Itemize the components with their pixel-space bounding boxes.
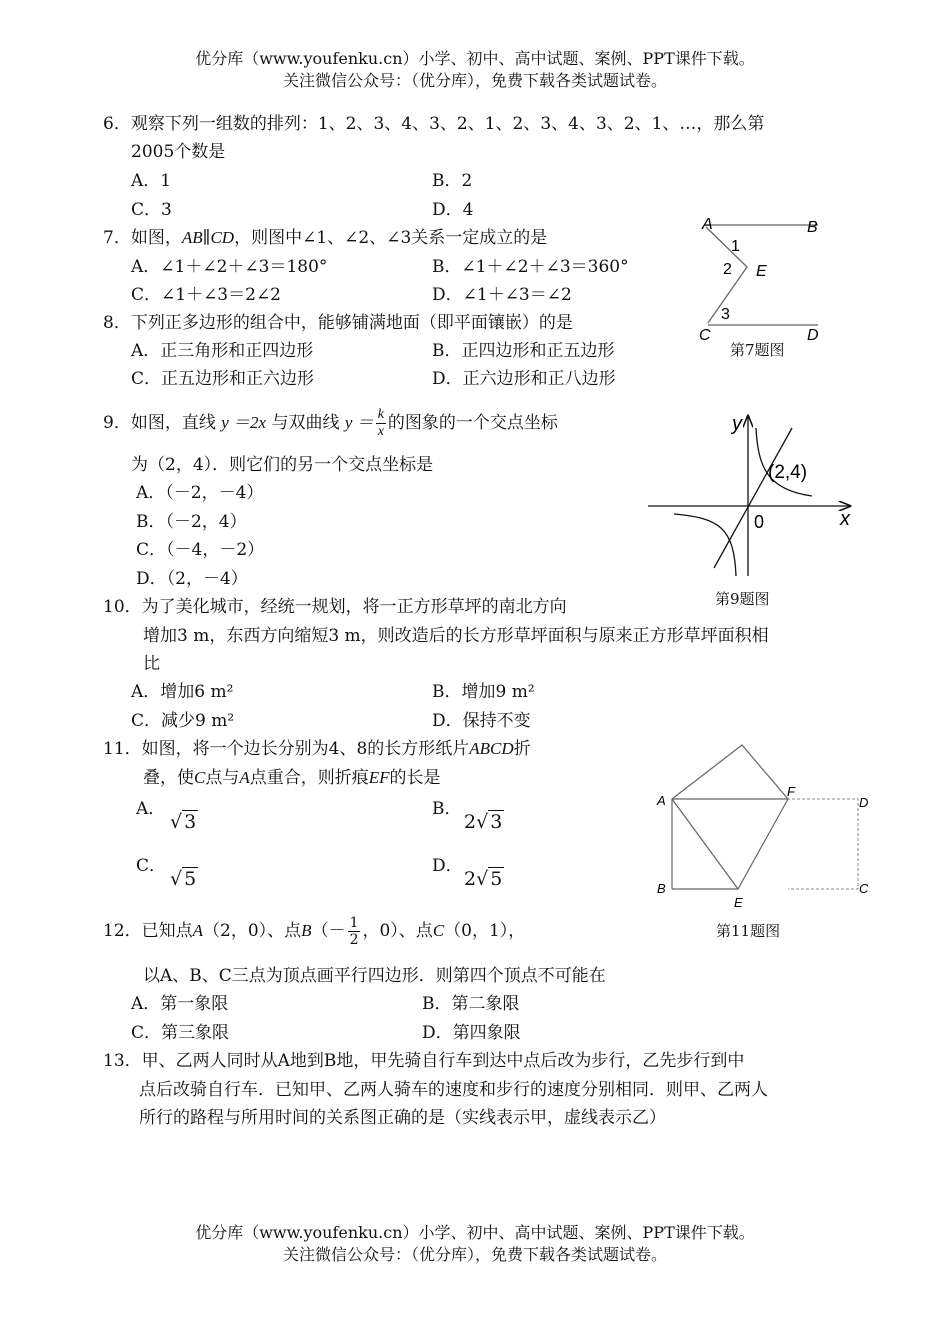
q7-option-b: B．∠1＋∠2＋∠3＝360° bbox=[432, 257, 629, 277]
q13-stem-1: 13．甲、乙两人同时从A地到B地，甲先骑自行车到达中点后改为步行，乙先步行到中 bbox=[103, 1051, 745, 1071]
q7-figure bbox=[690, 210, 840, 360]
q12-stem-2: 以A、B、C三点为顶点画平行四边形．则第四个顶点不可能在 bbox=[143, 966, 606, 986]
q9-option-d: D．（2，－4） bbox=[136, 569, 248, 589]
q11-option-a-value: √ 3 bbox=[170, 811, 197, 833]
q13-stem-2: 点后改骑自行车．已知甲、乙两人骑车的速度和步行的速度分别相同．则甲、乙两人 bbox=[139, 1080, 768, 1100]
q10-stem-3: 比 bbox=[143, 654, 160, 674]
q11-label-F: F bbox=[787, 784, 795, 799]
q7-option-d: D．∠1＋∠3＝∠2 bbox=[432, 285, 572, 305]
q7-option-c: C．∠1＋∠3＝2∠2 bbox=[131, 285, 282, 305]
q10-stem-1: 10．为了美化城市，经统一规划，将一正方形草坪的南北方向 bbox=[103, 597, 567, 617]
q11-label-B: B bbox=[657, 881, 666, 896]
q11-option-a-label: A． bbox=[136, 799, 166, 819]
q9-stem: 9．如图，直线 y ＝2x 与双曲线 y ＝ $\frac{k}{x}$ 的图象的一个交点坐标 bbox=[103, 407, 558, 439]
q12-stem: 12．已知点A（2，0）、点B（－ $\frac{1}{2}$ ，0）、点C（0，1）， bbox=[103, 915, 526, 948]
q7-label-A: A bbox=[702, 216, 713, 233]
q12-option-c: C．第三象限 bbox=[131, 1023, 230, 1043]
q9-stem-2: 为（2，4）．则它们的另一个交点坐标是 bbox=[131, 455, 434, 475]
q6-option-a: A．1 bbox=[131, 171, 172, 191]
q10-option-a: A．增加6 m² bbox=[131, 682, 234, 702]
q12-option-a: A．第一象限 bbox=[131, 994, 229, 1014]
footer-line-1: 优分库（www.youfenku.cn）小学、初中、高中试题、案例、PPT课件下载。 bbox=[195, 1223, 755, 1242]
q7-label-D: D bbox=[807, 327, 819, 344]
q9-option-b: B．（－2，4） bbox=[136, 512, 247, 532]
q11-stem-1: 11．如图，将一个边长分别为4、8的长方形纸片ABCD折 bbox=[103, 739, 531, 759]
q6-option-b: B．2 bbox=[432, 171, 473, 191]
q8-option-a: A．正三角形和正四边形 bbox=[131, 341, 314, 361]
q6-stem-2: 2005个数是 bbox=[131, 142, 226, 162]
q6-option-c: C．3 bbox=[131, 200, 172, 220]
q10-option-c: C．减少9 m² bbox=[131, 711, 235, 731]
q11-label-A: A bbox=[657, 793, 666, 808]
q11-option-d-label: D． bbox=[432, 856, 463, 876]
q11-label-C: C bbox=[859, 881, 869, 896]
q9-origin: 0 bbox=[754, 512, 765, 532]
header-line-2: 关注微信公众号：（优分库），免费下载各类试题试卷。 bbox=[282, 71, 667, 90]
q9-axis-x: x bbox=[840, 508, 850, 530]
q13-stem-3: 所行的路程与所用时间的关系图正确的是（实线表示甲，虚线表示乙） bbox=[139, 1108, 666, 1128]
q9-axis-y: y bbox=[732, 413, 742, 435]
q11-option-b-label: B． bbox=[432, 799, 462, 819]
q11-option-b-value: 2√ 3 bbox=[464, 811, 503, 833]
q10-option-b: B．增加9 m² bbox=[432, 682, 535, 702]
q11-stem-2: 叠，使C点与A点重合，则折痕EF的长是 bbox=[143, 768, 441, 788]
q7-angle-3: 3 bbox=[721, 306, 730, 323]
q7-angle-1: 1 bbox=[731, 238, 740, 255]
q9-point-label: (2,4) bbox=[768, 462, 808, 483]
q7-figure-caption: 第7题图 bbox=[730, 341, 785, 359]
q10-stem-2: 增加3 m，东西方向缩短3 m，则改造后的长方形草坪面积与原来正方形草坪面积相 bbox=[143, 626, 769, 646]
q7-angle-2: 2 bbox=[723, 261, 732, 278]
q11-label-D: D bbox=[859, 795, 869, 810]
q7-option-a: A．∠1＋∠2＋∠3＝180° bbox=[131, 257, 328, 277]
q6-option-d: D．4 bbox=[432, 200, 474, 220]
q8-option-d: D．正六边形和正八边形 bbox=[432, 369, 616, 389]
header-line-1: 优分库（www.youfenku.cn）小学、初中、高中试题、案例、PPT课件下载。 bbox=[195, 49, 755, 68]
q8-option-c: C．正五边形和正六边形 bbox=[131, 369, 315, 389]
q11-option-c-label: C． bbox=[136, 856, 167, 876]
q6-stem-1: 6．观察下列一组数的排列：1、2、3、4、3、2、1、2、3、4、3、2、1、…，那么第 bbox=[103, 114, 765, 134]
q7-label-E: E bbox=[756, 263, 767, 280]
q11-figure bbox=[650, 735, 880, 910]
q7-label-B: B bbox=[807, 219, 818, 236]
q8-stem: 8．下列正多边形的组合中，能够铺满地面（即平面镶嵌）的是 bbox=[103, 313, 573, 333]
q10-option-d: D．保持不变 bbox=[432, 711, 531, 731]
q9-figure-caption: 第9题图 bbox=[715, 590, 770, 608]
q7-label-C: C bbox=[699, 327, 711, 344]
q8-option-b: B．正四边形和正五边形 bbox=[432, 341, 615, 361]
q9-option-c: C．（－4，－2） bbox=[136, 540, 265, 560]
q12-option-d: D．第四象限 bbox=[422, 1023, 521, 1043]
q11-option-c-value: √ 5 bbox=[170, 868, 197, 890]
q11-label-E: E bbox=[734, 895, 743, 910]
q9-option-a: A．（－2，－4） bbox=[136, 483, 264, 503]
q11-option-d-value: 2√ 5 bbox=[464, 868, 503, 890]
q7-stem: 7．如图，AB∥CD，则图中∠1、∠2、∠3关系一定成立的是 bbox=[103, 228, 548, 248]
q11-figure-caption: 第11题图 bbox=[716, 922, 781, 940]
q12-option-b: B．第二象限 bbox=[422, 994, 520, 1014]
footer-line-2: 关注微信公众号：（优分库），免费下载各类试题试卷。 bbox=[282, 1245, 667, 1264]
q9-figure bbox=[640, 408, 860, 583]
